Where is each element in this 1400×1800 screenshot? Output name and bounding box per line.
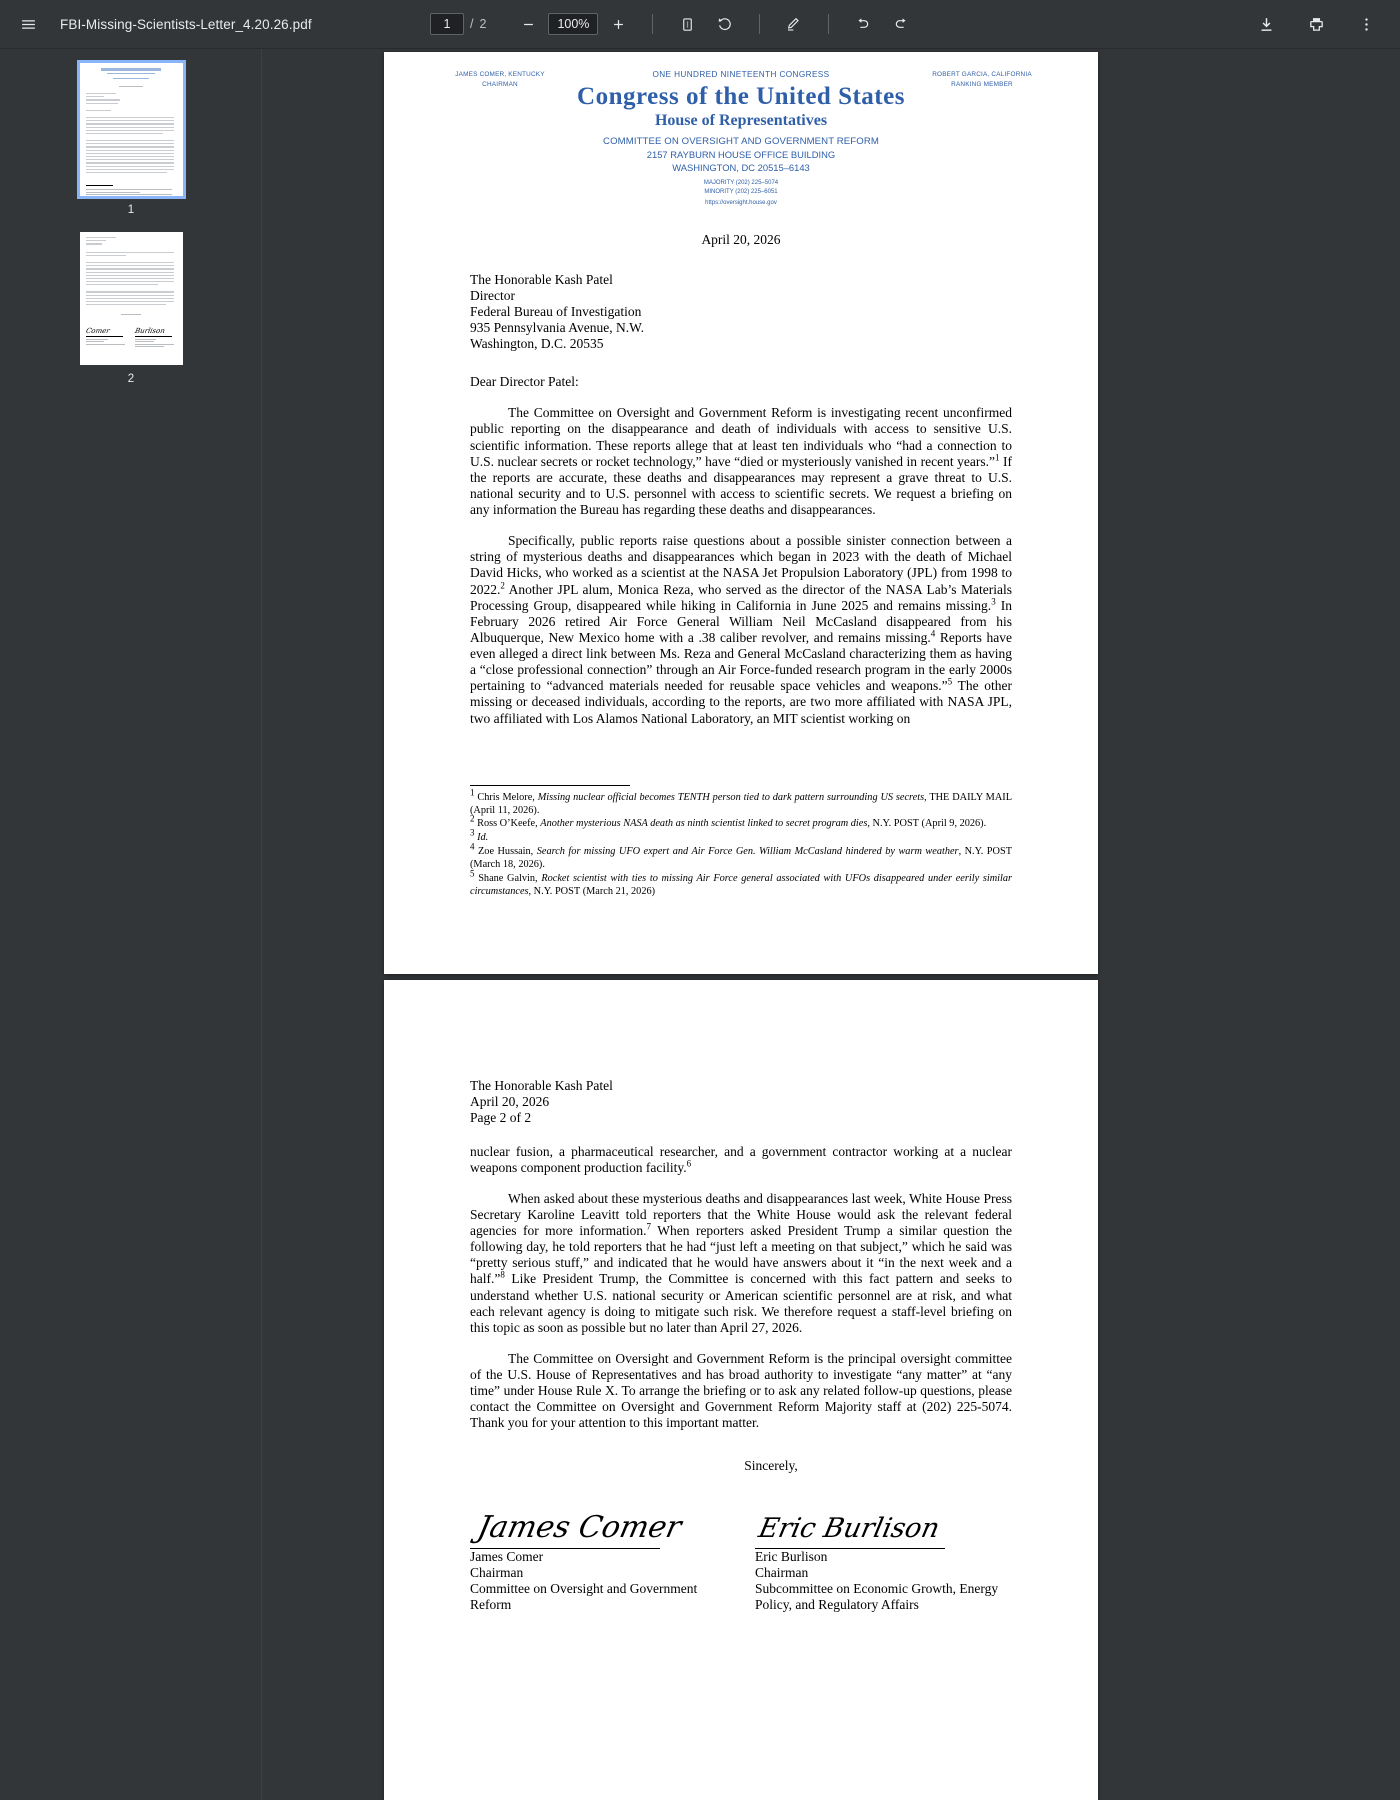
toolbar-right-group — [1252, 10, 1400, 38]
thumbnail-item-2[interactable] — [0, 232, 262, 401]
pdf-toolbar — [0, 0, 1400, 49]
letterhead-chairman — [420, 70, 580, 89]
para-1-text-a: The Committee on Oversight and Government Reform is investigating recent unconfirmed public reporting on the disappearance and death of individuals with access to sensitive U.S. scientific information. These reports allege that at least ten individuals who “had a connection to U.S. nuclear secrets or rocket technology,” have “died or mysteriously vanished in recent years.” — [470, 405, 1012, 469]
footnote-list — [470, 787, 1013, 899]
footnote-number-2: 2 — [470, 813, 475, 824]
footnote-ref-5[interactable]: 5 — [947, 676, 953, 687]
page-2-header-line-1: The Honorable Kash Patel — [470, 1078, 613, 1093]
document-page-1 — [384, 52, 1098, 974]
footnote-date-5: (March 21, 2026) — [580, 885, 656, 897]
thumbnail-page-1[interactable] — [80, 63, 183, 196]
rotate-counterclockwise-icon[interactable] — [711, 10, 739, 38]
page-total: 2 — [479, 17, 487, 31]
toolbar-divider-3 — [828, 14, 829, 34]
footnote-date-4: (March 18, 2026). — [470, 858, 545, 870]
footnote-item-2 — [470, 813, 1012, 831]
para-2-text-b: Another JPL alum, Monica Reza, who served as the director of the NASA Lab’s Materials Processing Group, disappeared while hiking in California in June 2025 and remains missing. — [470, 581, 1012, 613]
footnote-author-1: Chris Melore, — [477, 791, 538, 803]
signature-block — [470, 1504, 1012, 1614]
signature-image-comer — [470, 1504, 741, 1548]
letterhead-title-house: House of Representatives — [654, 112, 828, 129]
footnote-number-3: 3 — [470, 827, 475, 838]
footnote-source-2: , N.Y. POST — [867, 818, 919, 830]
letter-paragraph-4: The Committee on Oversight and Government Reform is the principal oversight committee of the U.S. House of Representatives and has broad authority to investigate “any matter” at “any time” under House Rule X. To arrange the briefing or to ask any related follow-up questions, please contact the Committee on Oversight and Government Reform Majority staff at (202) 225-5074. Thank you for your attention to this important matter. — [470, 1350, 1012, 1431]
signature-image-burlison — [755, 1504, 1012, 1548]
addressee-line-3: Federal Bureau of Investigation — [470, 304, 642, 320]
footnote-title-2: Another mysterious NASA death as ninth scientist linked to secret program dies — [540, 818, 868, 830]
page-2-body — [384, 980, 1098, 1613]
zoom-out-button[interactable] — [514, 10, 542, 38]
addressee-line-5: Washington, D.C. 20535 — [470, 336, 604, 352]
footnote-ref-7[interactable]: 7 — [646, 1221, 651, 1232]
letterhead-congress: ONE HUNDRED NINETEENTH CONGRESS — [652, 70, 830, 79]
hamburger-menu-icon[interactable] — [14, 10, 42, 38]
redo-icon[interactable] — [887, 10, 915, 38]
para-2-text-d: Reports have even alleged a direct link between Ms. Reza and General McCasland characterizing them as having a “close professional connection” through an Air Force-funded research program in the early 2000s pertaining to “advanced materials needed for reusable space vehicles and weapons.” — [470, 629, 1012, 694]
download-icon[interactable] — [1252, 10, 1280, 38]
footnote-separator — [470, 785, 630, 786]
undo-icon[interactable] — [849, 10, 877, 38]
signature-title-comer: Chairman — [470, 1564, 524, 1580]
footnote-number-4: 4 — [470, 841, 475, 852]
addressee-line-4: 935 Pennsylvania Avenue, N.W. — [470, 320, 644, 336]
signature-script-burlison: Eric Burlison — [755, 1513, 943, 1545]
zoom-controls — [514, 10, 632, 38]
para-3-text-c: Like President Trump, the Committee is concerned with this fact pattern and seeks to understand whether U.S. national security or American scientific personnel are at risk, and what each relevant agency is doing to mitigate such risk. We therefore request a staff-level briefing on this topic as soon as possible but no later than April 27, 2026. — [470, 1271, 1012, 1335]
fit-page-icon[interactable] — [673, 10, 701, 38]
footnote-source-4: , N.Y. POST — [958, 846, 1012, 858]
toolbar-divider-1 — [652, 14, 653, 34]
zoom-level-value[interactable]: 100% — [548, 13, 598, 35]
para-cont-text: nuclear fusion, a pharmaceutical researcher, and a government contractor working at a nuclear weapons component production facility. — [470, 1143, 1012, 1175]
page-number-input[interactable] — [430, 13, 464, 35]
footnote-item-5 — [470, 868, 1013, 899]
letter-paragraph-1 — [470, 405, 1012, 518]
footnote-title-5: Rocket scientist with ties to missing Air Force general associated with UFOs disappeared under eerily similar circumstances — [470, 872, 1013, 897]
footnote-author-5: Shane Galvin, — [478, 872, 542, 884]
footnote-author-2: Ross O’Keefe, — [474, 818, 541, 830]
footnote-title-1: Missing nuclear official becomes TENTH person tied to dark pattern surrounding US secrets — [537, 791, 925, 803]
thumbnail-page-2-preview: Comer Burlison — [80, 232, 183, 365]
letterhead-phone-minority: MINORITY (202) 225–6051 — [704, 189, 778, 195]
letterhead-ranking-role: RANKING MEMBER — [951, 80, 1013, 88]
page-2-header — [470, 1078, 1012, 1127]
letter-date: April 20, 2026 — [701, 232, 781, 247]
footnote-number-5: 5 — [470, 868, 475, 879]
addressee-line-2: Director — [470, 288, 515, 304]
letterhead-ranking-name: ROBERT GARCIA, CALIFORNIA — [932, 71, 1032, 78]
print-icon[interactable] — [1302, 10, 1330, 38]
signature-name-burlison: Eric Burlison — [755, 1548, 828, 1564]
footnote-ref-6[interactable]: 6 — [686, 1158, 692, 1169]
signature-comer — [470, 1504, 741, 1614]
pdf-viewer[interactable] — [262, 49, 1400, 1800]
thumbnail-page-1-preview — [80, 63, 183, 196]
letterhead-address-city: WASHINGTON, DC 20515–6143 — [672, 162, 810, 173]
page-separator: / — [470, 17, 474, 31]
footnote-ref-1[interactable]: 1 — [994, 452, 1000, 463]
signature-title-burlison: Chairman — [755, 1564, 809, 1580]
toolbar-divider-2 — [759, 14, 760, 34]
zoom-in-button[interactable] — [604, 10, 632, 38]
thumbnail-sidebar[interactable] — [0, 49, 262, 1800]
footnote-ref-3[interactable]: 3 — [991, 596, 996, 607]
signature-script-comer: James Comer — [474, 1509, 685, 1545]
page-2-header-line-2: April 20, 2026 — [470, 1094, 550, 1110]
para-3-text-b: When reporters asked President Trump a similar question the following day, he told reporters that he had “just left a meeting on that subject,” which he said was “pretty serious stuff,” and indicated that he would have answers about it “in the next week and a half.” — [470, 1223, 1012, 1287]
thumbnail-page-2[interactable] — [80, 232, 183, 365]
footnote-author-4: Zoe Hussain, — [478, 846, 537, 858]
para-2-text-e: The other missing or deceased individuals, according to the reports, are two more affiliated with NASA JPL, two affiliated with Los Alamos National Laboratory, an MIT scientist working on — [470, 678, 1013, 726]
footnote-ref-8[interactable]: 8 — [500, 1269, 505, 1280]
footnote-source-1: , THE DAILY MAIL — [924, 791, 1012, 803]
footnote-item-3 — [470, 827, 1012, 845]
page-1-body — [384, 232, 1098, 899]
footnote-title-4: Search for missing UFO expert and Air Force Gen. William McCasland hindered by warm weather — [536, 846, 959, 858]
para-3-text-a: When asked about these mysterious deaths and disappearances last week, White House Press Secretary Karoline Leavitt told reporters that the White House would ask the relevant federal agencies for more information. — [470, 1190, 1012, 1239]
footnote-item-4 — [470, 841, 1012, 872]
document-title: FBI-Missing-Scientists-Letter_4.20.26.pdf — [60, 16, 312, 32]
letter-paragraph-2 — [470, 533, 1012, 727]
letter-salutation: Dear Director Patel: — [470, 374, 579, 390]
thumbnail-item-1[interactable] — [0, 63, 262, 232]
letterhead-ranking-member — [902, 70, 1062, 89]
letterhead-title-congress: Congress of the United States — [577, 83, 905, 110]
letterhead-phone-majority: MAJORITY (202) 225–5074 — [703, 180, 779, 186]
footnote-number-1: 1 — [470, 787, 475, 798]
toolbar-left-group — [0, 10, 430, 38]
footnote-source-5: , N.Y. POST — [528, 885, 581, 897]
para-1-text-b: If the reports are accurate, these deaths and disappearances may represent a grave threat to U.S. national security and to U.S. personnel with access to scientific secrets. We request a briefing on any information the Bureau has regarding these deaths and disappearances. — [470, 453, 1013, 518]
annotate-icon[interactable] — [780, 10, 808, 38]
letter-paragraph-3 — [470, 1191, 1012, 1336]
letter-addressee — [470, 272, 1012, 352]
thumbnail-label-2: 2 — [127, 373, 135, 385]
footnote-title-3: Id. — [477, 832, 489, 844]
para-2-text-a: Specifically, public reports raise questions about a possible sinister connection between a string of mysterious deaths and disappearances which began in 2023 with the death of Michael David Hicks, who worked as a scientist at the NASA Jet Propulsion Laboratory (JPL) from 1998 to 2022. — [470, 533, 1012, 597]
toolbar-center-group — [430, 10, 1252, 38]
signature-name-comer: James Comer — [470, 1548, 544, 1564]
letterhead-chairman-role: CHAIRMAN — [482, 80, 518, 88]
more-options-icon[interactable] — [1352, 10, 1380, 38]
letterhead — [384, 70, 1098, 206]
letter-closing: Sincerely, — [744, 1457, 798, 1473]
footnote-date-1: (April 11, 2026). — [470, 804, 540, 816]
footnote-ref-2[interactable]: 2 — [500, 580, 505, 591]
page-indicator — [430, 13, 486, 35]
addressee-line-1: The Honorable Kash Patel — [470, 272, 613, 287]
signature-burlison — [741, 1504, 1012, 1614]
letterhead-chairman-name: JAMES COMER, KENTUCKY — [455, 71, 545, 78]
letterhead-url[interactable]: https://oversight.house.gov — [705, 200, 777, 206]
document-page-2 — [384, 980, 1098, 1800]
page-2-header-line-3: Page 2 of 2 — [470, 1110, 532, 1126]
footnote-date-2: (April 9, 2026). — [918, 818, 987, 830]
letterhead-address-building: 2157 RAYBURN HOUSE OFFICE BUILDING — [646, 149, 836, 160]
footnote-ref-4[interactable]: 4 — [930, 628, 936, 639]
signature-org-comer: Committee on Oversight and Government Reform — [470, 1580, 698, 1613]
thumbnail-label-1: 1 — [127, 204, 135, 216]
footnote-item-1 — [470, 787, 1012, 818]
letterhead-committee: COMMITTEE ON OVERSIGHT AND GOVERNMENT REFORM — [603, 136, 879, 147]
signature-org-burlison: Subcommittee on Economic Growth, Energy Policy, and Regulatory Affairs — [755, 1580, 999, 1613]
para-2-text-c: In February 2026 retired Air Force General William Neil McCasland disappeared from his Albuquerque, New Mexico home with a .38 caliber revolver, and remains missing. — [470, 597, 1012, 645]
letter-paragraph-continued — [470, 1144, 1012, 1176]
